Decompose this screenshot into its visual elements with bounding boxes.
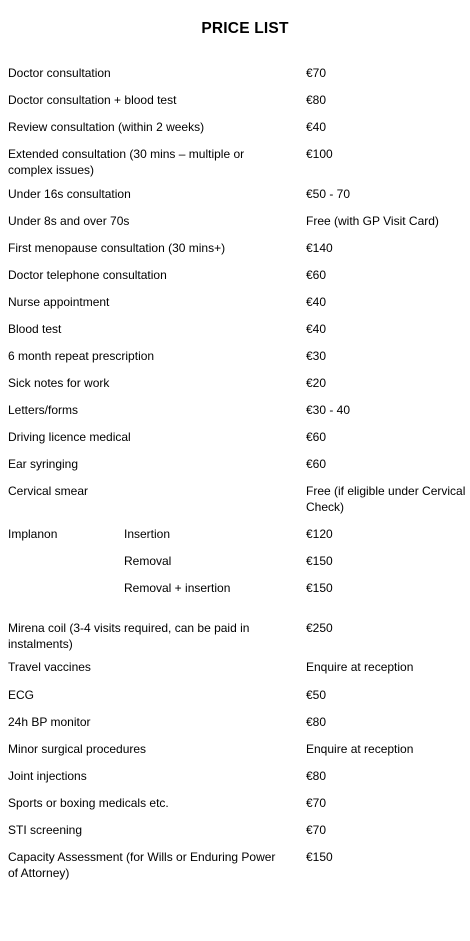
service-price: €100 [306, 147, 333, 161]
service-label: Under 16s consultation [8, 187, 131, 201]
service-label: 6 month repeat prescription [8, 349, 155, 363]
service-price: €140 [306, 241, 333, 255]
service-label: First menopause consultation (30 mins+) [8, 241, 226, 255]
service-sublabel: Removal + insertion [124, 581, 231, 595]
service-price: €120 [306, 527, 333, 541]
page-title: PRICE LIST [201, 20, 289, 37]
service-price: €30 [306, 349, 327, 363]
service-label: Travel vaccines [8, 660, 91, 674]
service-sublabel: Removal [124, 554, 172, 568]
service-price: €60 [306, 268, 327, 282]
service-price: €80 [306, 93, 327, 107]
service-price: Enquire at reception [306, 660, 414, 674]
service-price: €40 [306, 322, 327, 336]
service-label: Under 8s and over 70s [8, 214, 130, 228]
service-price: €20 [306, 376, 327, 390]
service-label: 24h BP monitor [8, 715, 91, 729]
service-label: Doctor telephone consultation [8, 268, 167, 282]
service-price: €70 [306, 796, 327, 810]
service-label: Joint injections [8, 769, 87, 783]
service-price: €150 [306, 554, 333, 568]
service-price: €80 [306, 715, 327, 729]
service-price: €150 [306, 581, 333, 595]
service-label: ECG [8, 688, 35, 702]
service-label: Nurse appointment [8, 295, 110, 309]
service-label: Implanon [8, 527, 58, 541]
service-price: €60 [306, 457, 327, 471]
service-label: Letters/forms [8, 403, 79, 417]
service-price: €50 - 70 [306, 187, 351, 201]
service-label: Doctor consultation [8, 66, 111, 80]
service-price: €70 [306, 66, 327, 80]
service-label: Blood test [8, 322, 62, 336]
service-sublabel: Insertion [124, 527, 171, 541]
service-label: Sports or boxing medicals etc. [8, 796, 169, 810]
service-price: €50 [306, 688, 327, 702]
service-price: €80 [306, 769, 327, 783]
service-label: Mirena coil (3-4 visits required, can be paid in instalments) [8, 621, 250, 651]
service-price: €40 [306, 120, 327, 134]
service-label: Sick notes for work [8, 376, 110, 390]
service-label: Capacity Assessment (for Wills or Enduring Power of Attorney) [8, 850, 276, 880]
service-label: Driving licence medical [8, 430, 131, 444]
service-label: Doctor consultation + blood test [8, 93, 177, 107]
service-price: €40 [306, 295, 327, 309]
service-label: Minor surgical procedures [8, 742, 147, 756]
service-price: €30 - 40 [306, 403, 351, 417]
service-price: €70 [306, 823, 327, 837]
service-price: €150 [306, 850, 333, 864]
service-price: €250 [306, 621, 333, 635]
service-label: Review consultation (within 2 weeks) [8, 120, 205, 134]
service-price: Free (if eligible under Cervical Check) [306, 484, 466, 514]
service-price: Free (with GP Visit Card) [306, 214, 439, 228]
service-label: Ear syringing [8, 457, 79, 471]
service-price: Enquire at reception [306, 742, 414, 756]
service-price: €60 [306, 430, 327, 444]
service-label: STI screening [8, 823, 83, 837]
service-label: Extended consultation (30 mins – multiple or complex issues) [8, 147, 245, 177]
service-label: Cervical smear [8, 484, 89, 498]
